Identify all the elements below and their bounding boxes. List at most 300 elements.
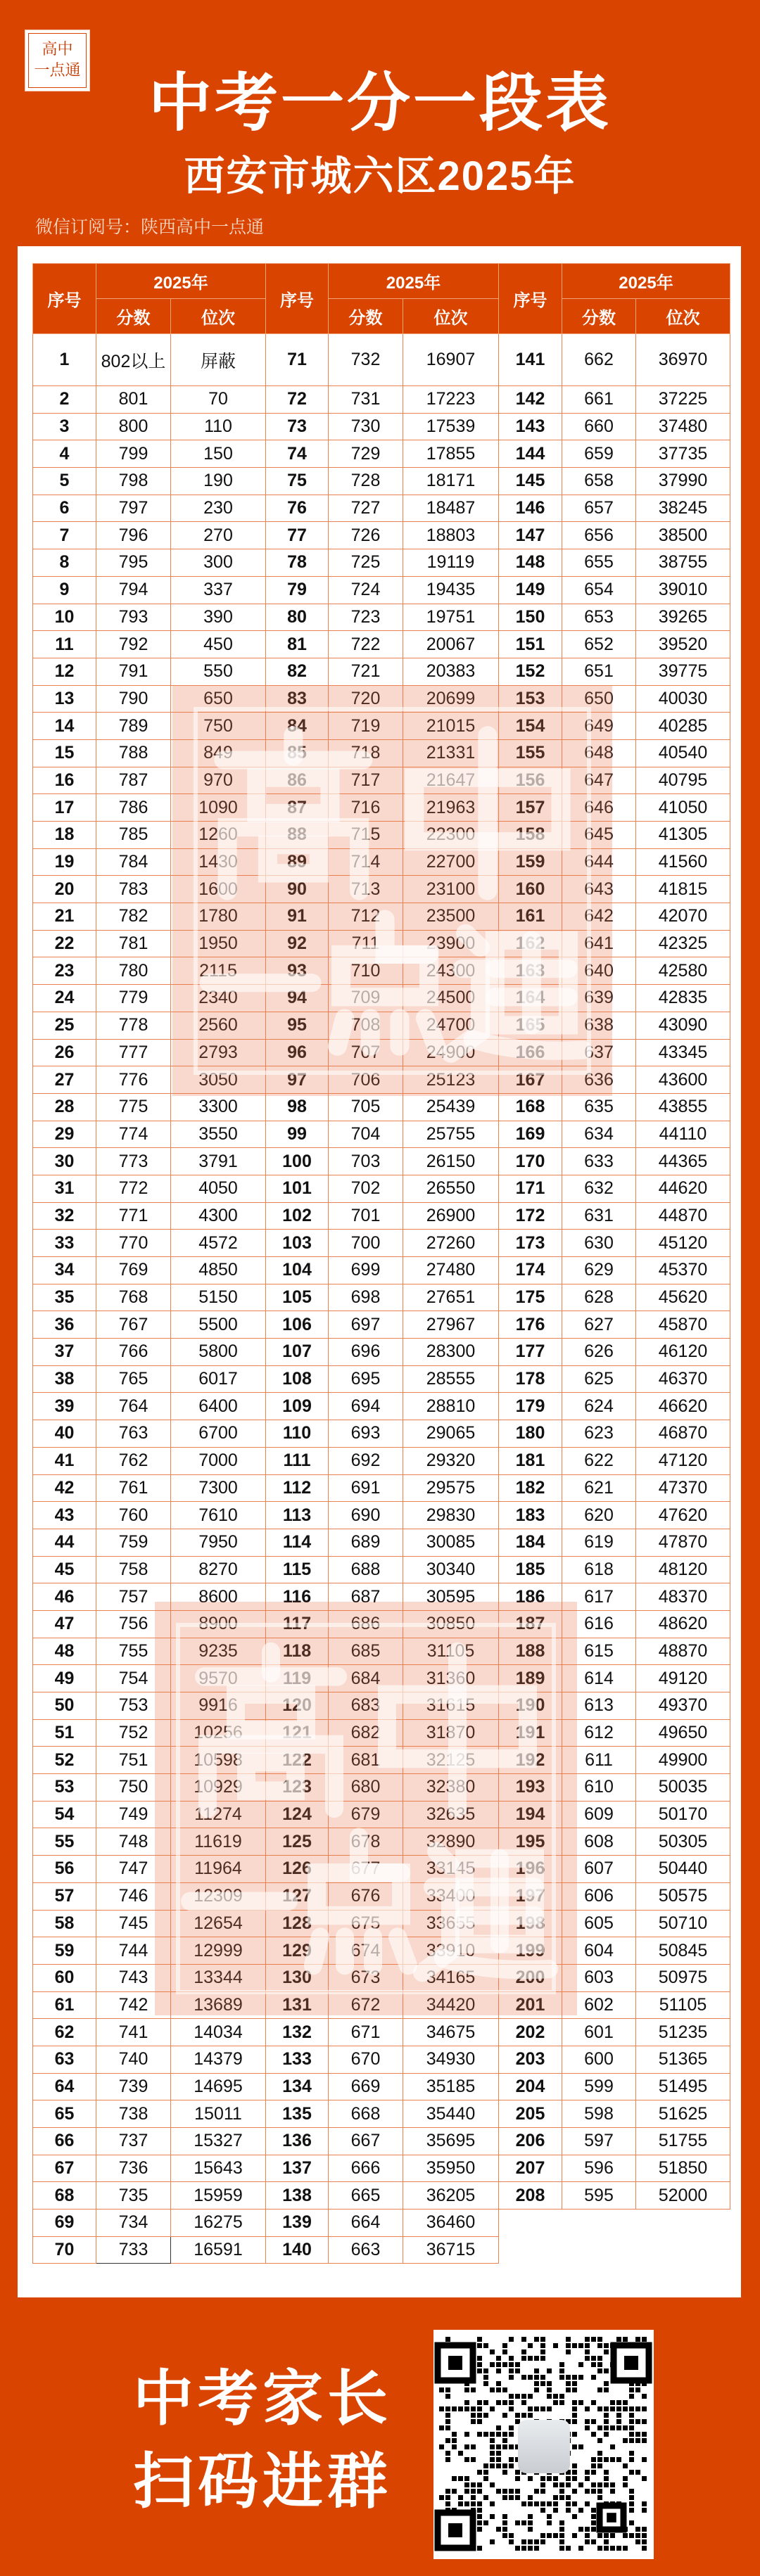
header-year: 2025年 — [562, 264, 730, 299]
seq-cell: 87 — [266, 794, 329, 822]
score-cell: 711 — [329, 930, 403, 957]
seq-cell: 54 — [33, 1801, 96, 1828]
score-cell: 668 — [329, 2100, 403, 2128]
score-cell: 751 — [96, 1747, 171, 1774]
logo-text-line2: 一点通 — [34, 62, 81, 79]
header-rank: 位次 — [171, 299, 266, 334]
score-cell: 601 — [562, 2019, 636, 2046]
rank-cell: 50440 — [636, 1856, 730, 1883]
rank-cell: 11619 — [171, 1828, 266, 1856]
header-rank: 位次 — [403, 299, 499, 334]
seq-cell: 77 — [266, 522, 329, 549]
rank-cell: 3300 — [171, 1093, 266, 1121]
table-row — [33, 767, 730, 794]
rank-cell: 8270 — [171, 1556, 266, 1583]
score-cell: 765 — [96, 1365, 171, 1393]
seq-cell: 94 — [266, 985, 329, 1012]
score-cell: 794 — [96, 576, 171, 604]
rank-cell: 4050 — [171, 1175, 266, 1202]
rank-cell: 8900 — [171, 1610, 266, 1638]
rank-cell: 47620 — [636, 1502, 730, 1529]
seq-cell: 132 — [266, 2019, 329, 2046]
rank-cell: 18171 — [403, 468, 499, 495]
seq-cell: 27 — [33, 1066, 96, 1094]
score-cell: 637 — [562, 1039, 636, 1066]
score-cell: 802以上 — [96, 334, 171, 386]
score-cell: 793 — [96, 604, 171, 631]
seq-cell: 195 — [499, 1828, 562, 1856]
table-row — [33, 1447, 730, 1474]
seq-cell: 15 — [33, 739, 96, 767]
score-cell: 684 — [329, 1665, 403, 1692]
score-cell: 652 — [562, 631, 636, 658]
rank-cell: 33400 — [403, 1882, 499, 1910]
rank-cell: 21331 — [403, 739, 499, 767]
seq-cell: 24 — [33, 985, 96, 1012]
seq-cell: 32 — [33, 1202, 96, 1230]
rank-cell: 51365 — [636, 2046, 730, 2073]
rank-cell: 49900 — [636, 1747, 730, 1774]
rank-cell: 1090 — [171, 794, 266, 822]
rank-cell: 7000 — [171, 1447, 266, 1474]
score-cell: 683 — [329, 1692, 403, 1720]
table-row — [33, 1121, 730, 1148]
seq-cell: 101 — [266, 1175, 329, 1202]
score-cell: 698 — [329, 1284, 403, 1311]
seq-cell: 194 — [499, 1801, 562, 1828]
rank-cell: 19119 — [403, 549, 499, 577]
score-cell: 796 — [96, 522, 171, 549]
seq-cell: 193 — [499, 1774, 562, 1802]
seq-cell: 99 — [266, 1121, 329, 1148]
seq-cell: 31 — [33, 1175, 96, 1202]
rank-cell: 42835 — [636, 985, 730, 1012]
rank-cell: 30085 — [403, 1529, 499, 1556]
score-cell: 728 — [329, 468, 403, 495]
rank-cell: 51850 — [636, 2155, 730, 2182]
rank-cell: 43600 — [636, 1066, 730, 1094]
logo-text-line1: 高中 — [42, 41, 73, 58]
seq-cell: 36 — [33, 1311, 96, 1339]
rank-cell: 45370 — [636, 1257, 730, 1284]
seq-cell: 203 — [499, 2046, 562, 2073]
score-cell: 754 — [96, 1665, 171, 1692]
empty-cell — [562, 2210, 636, 2237]
seq-cell: 144 — [499, 440, 562, 468]
rank-cell: 19751 — [403, 604, 499, 631]
score-cell: 699 — [329, 1257, 403, 1284]
rank-cell: 44620 — [636, 1175, 730, 1202]
seq-cell: 150 — [499, 604, 562, 631]
seq-cell: 72 — [266, 386, 329, 414]
seq-cell: 89 — [266, 848, 329, 876]
score-cell: 744 — [96, 1937, 171, 1965]
score-cell: 675 — [329, 1910, 403, 1937]
rank-cell: 34165 — [403, 1964, 499, 1991]
seq-cell: 140 — [266, 2236, 329, 2264]
header-seq: 序号 — [266, 264, 329, 334]
seq-cell: 29 — [33, 1121, 96, 1148]
score-cell: 692 — [329, 1447, 403, 1474]
seq-cell: 123 — [266, 1774, 329, 1802]
rank-cell: 12309 — [171, 1882, 266, 1910]
rank-cell: 10256 — [171, 1719, 266, 1747]
score-cell: 727 — [329, 495, 403, 522]
seq-cell: 70 — [33, 2236, 96, 2264]
seq-cell: 100 — [266, 1148, 329, 1175]
table-row — [33, 386, 730, 414]
seq-cell: 9 — [33, 576, 96, 604]
rank-cell: 32890 — [403, 1828, 499, 1856]
table-row — [33, 604, 730, 631]
seq-cell: 12 — [33, 658, 96, 685]
seq-cell: 109 — [266, 1393, 329, 1420]
score-cell: 762 — [96, 1447, 171, 1474]
score-cell: 707 — [329, 1039, 403, 1066]
seq-cell: 75 — [266, 468, 329, 495]
score-cell: 716 — [329, 794, 403, 822]
table-row — [33, 1474, 730, 1502]
score-cell: 639 — [562, 985, 636, 1012]
rank-cell: 42580 — [636, 957, 730, 985]
seq-cell: 121 — [266, 1719, 329, 1747]
rank-cell: 29320 — [403, 1447, 499, 1474]
rank-cell: 46370 — [636, 1365, 730, 1393]
seq-cell: 151 — [499, 631, 562, 658]
seq-cell: 67 — [33, 2155, 96, 2182]
seq-cell: 43 — [33, 1502, 96, 1529]
rank-cell: 2340 — [171, 985, 266, 1012]
score-cell: 632 — [562, 1175, 636, 1202]
seq-cell: 202 — [499, 2019, 562, 2046]
rank-cell: 7300 — [171, 1474, 266, 1502]
table-row — [33, 1556, 730, 1583]
score-cell: 703 — [329, 1148, 403, 1175]
rank-cell: 52000 — [636, 2182, 730, 2210]
rank-cell: 20699 — [403, 685, 499, 713]
rank-cell: 28555 — [403, 1365, 499, 1393]
score-cell: 671 — [329, 2019, 403, 2046]
score-cell: 602 — [562, 1991, 636, 2019]
rank-cell: 31870 — [403, 1719, 499, 1747]
score-cell: 693 — [329, 1420, 403, 1448]
score-cell: 616 — [562, 1610, 636, 1638]
seq-cell: 208 — [499, 2182, 562, 2210]
rank-cell: 51235 — [636, 2019, 730, 2046]
seq-cell: 199 — [499, 1937, 562, 1965]
score-cell: 662 — [562, 334, 636, 386]
seq-cell: 50 — [33, 1692, 96, 1720]
score-cell: 705 — [329, 1093, 403, 1121]
avatar — [518, 2420, 570, 2473]
rank-cell: 10598 — [171, 1747, 266, 1774]
rank-cell: 47120 — [636, 1447, 730, 1474]
score-cell: 615 — [562, 1638, 636, 1665]
seq-cell: 88 — [266, 822, 329, 849]
empty-cell — [636, 2236, 730, 2264]
rank-cell: 37990 — [636, 468, 730, 495]
score-cell: 664 — [329, 2210, 403, 2237]
score-cell: 746 — [96, 1882, 171, 1910]
seq-cell: 156 — [499, 767, 562, 794]
score-cell: 775 — [96, 1093, 171, 1121]
seq-cell: 14 — [33, 713, 96, 740]
seq-cell: 86 — [266, 767, 329, 794]
seq-cell: 6 — [33, 495, 96, 522]
table-row — [33, 1148, 730, 1175]
rank-cell: 23900 — [403, 930, 499, 957]
rank-cell: 36205 — [403, 2182, 499, 2210]
seq-cell: 78 — [266, 549, 329, 577]
score-cell: 645 — [562, 822, 636, 849]
seq-cell: 114 — [266, 1529, 329, 1556]
score-cell: 783 — [96, 876, 171, 903]
score-cell: 622 — [562, 1447, 636, 1474]
seq-cell: 157 — [499, 794, 562, 822]
score-cell: 798 — [96, 468, 171, 495]
seq-cell: 18 — [33, 822, 96, 849]
score-cell: 786 — [96, 794, 171, 822]
rank-cell: 11964 — [171, 1856, 266, 1883]
rank-cell: 550 — [171, 658, 266, 685]
score-cell: 700 — [329, 1230, 403, 1257]
seq-cell: 149 — [499, 576, 562, 604]
seq-cell: 142 — [499, 386, 562, 414]
rank-cell: 4572 — [171, 1230, 266, 1257]
rank-cell: 39520 — [636, 631, 730, 658]
score-cell: 784 — [96, 848, 171, 876]
table-row — [33, 713, 730, 740]
score-cell: 709 — [329, 985, 403, 1012]
score-cell: 641 — [562, 930, 636, 957]
seq-cell: 46 — [33, 1583, 96, 1611]
rank-cell: 17539 — [403, 413, 499, 440]
score-cell: 758 — [96, 1556, 171, 1583]
rank-cell: 27967 — [403, 1311, 499, 1339]
rank-cell: 36715 — [403, 2236, 499, 2264]
rank-cell: 7610 — [171, 1502, 266, 1529]
score-cell: 769 — [96, 1257, 171, 1284]
score-cell: 665 — [329, 2182, 403, 2210]
seq-cell: 198 — [499, 1910, 562, 1937]
seq-cell: 205 — [499, 2100, 562, 2128]
score-cell: 738 — [96, 2100, 171, 2128]
table-row — [33, 2073, 730, 2100]
seq-cell: 92 — [266, 930, 329, 957]
score-cell: 750 — [96, 1774, 171, 1802]
rank-cell: 38755 — [636, 549, 730, 577]
score-cell: 625 — [562, 1365, 636, 1393]
seq-cell: 131 — [266, 1991, 329, 2019]
seq-cell: 188 — [499, 1638, 562, 1665]
rank-cell: 34930 — [403, 2046, 499, 2073]
seq-cell: 135 — [266, 2100, 329, 2128]
header-rank: 位次 — [636, 299, 730, 334]
rank-cell: 17223 — [403, 386, 499, 414]
rank-cell: 48870 — [636, 1638, 730, 1665]
seq-cell: 154 — [499, 713, 562, 740]
seq-cell: 90 — [266, 876, 329, 903]
rank-cell: 4300 — [171, 1202, 266, 1230]
rank-cell: 970 — [171, 767, 266, 794]
table-row — [33, 549, 730, 577]
score-cell: 678 — [329, 1828, 403, 1856]
header-seq: 序号 — [33, 264, 96, 334]
score-cell: 696 — [329, 1339, 403, 1366]
score-cell: 640 — [562, 957, 636, 985]
seq-cell: 178 — [499, 1365, 562, 1393]
score-cell: 657 — [562, 495, 636, 522]
table-row — [33, 794, 730, 822]
rank-cell: 49120 — [636, 1665, 730, 1692]
score-cell: 787 — [96, 767, 171, 794]
table-row — [33, 2210, 730, 2237]
rank-cell: 45120 — [636, 1230, 730, 1257]
rank-cell: 44110 — [636, 1121, 730, 1148]
rank-cell: 48620 — [636, 1610, 730, 1638]
table-row — [33, 1774, 730, 1802]
table-row — [33, 985, 730, 1012]
table-row — [33, 1365, 730, 1393]
score-cell: 752 — [96, 1719, 171, 1747]
seq-cell: 7 — [33, 522, 96, 549]
subscribe-text: 微信订阅号：陕西高中一点通 — [35, 217, 265, 237]
table-row — [33, 1610, 730, 1638]
seq-cell: 136 — [266, 2128, 329, 2155]
seq-cell: 38 — [33, 1365, 96, 1393]
score-cell: 642 — [562, 903, 636, 931]
score-cell: 737 — [96, 2128, 171, 2155]
score-cell: 626 — [562, 1339, 636, 1366]
rank-cell: 6400 — [171, 1393, 266, 1420]
rank-cell: 27260 — [403, 1230, 499, 1257]
seq-cell: 139 — [266, 2210, 329, 2237]
header-score: 分数 — [329, 299, 403, 334]
rank-cell: 15959 — [171, 2182, 266, 2210]
seq-cell: 91 — [266, 903, 329, 931]
seq-cell: 106 — [266, 1311, 329, 1339]
rank-cell: 1780 — [171, 903, 266, 931]
rank-cell: 10929 — [171, 1774, 266, 1802]
score-cell: 659 — [562, 440, 636, 468]
seq-cell: 39 — [33, 1393, 96, 1420]
score-cell: 629 — [562, 1257, 636, 1284]
rank-cell: 32635 — [403, 1801, 499, 1828]
rank-cell: 70 — [171, 386, 266, 414]
rank-cell: 15011 — [171, 2100, 266, 2128]
seq-cell: 98 — [266, 1093, 329, 1121]
score-cell: 789 — [96, 713, 171, 740]
score-cell: 776 — [96, 1066, 171, 1094]
score-cell: 747 — [96, 1856, 171, 1883]
seq-cell: 48 — [33, 1638, 96, 1665]
seq-cell: 172 — [499, 1202, 562, 1230]
score-cell: 781 — [96, 930, 171, 957]
score-cell: 634 — [562, 1121, 636, 1148]
score-cell: 745 — [96, 1910, 171, 1937]
rank-cell: 32380 — [403, 1774, 499, 1802]
score-cell: 797 — [96, 495, 171, 522]
score-cell: 760 — [96, 1502, 171, 1529]
table-row — [33, 522, 730, 549]
seq-cell: 128 — [266, 1910, 329, 1937]
table-row — [33, 1502, 730, 1529]
rank-cell: 11274 — [171, 1801, 266, 1828]
rank-cell: 44365 — [636, 1148, 730, 1175]
rank-cell: 849 — [171, 739, 266, 767]
rank-cell: 29065 — [403, 1420, 499, 1448]
score-cell: 670 — [329, 2046, 403, 2073]
rank-cell: 35185 — [403, 2073, 499, 2100]
seq-cell: 118 — [266, 1638, 329, 1665]
table-row — [33, 440, 730, 468]
rank-cell: 7950 — [171, 1529, 266, 1556]
rank-cell: 450 — [171, 631, 266, 658]
seq-cell: 68 — [33, 2182, 96, 2210]
rank-cell: 39265 — [636, 604, 730, 631]
table-row — [33, 1202, 730, 1230]
rank-cell: 50710 — [636, 1910, 730, 1937]
table-row — [33, 1012, 730, 1039]
seq-cell: 165 — [499, 1012, 562, 1039]
table-row — [33, 1066, 730, 1094]
rank-cell: 5800 — [171, 1339, 266, 1366]
score-cell: 648 — [562, 739, 636, 767]
table-row — [33, 2155, 730, 2182]
rank-cell: 29575 — [403, 1474, 499, 1502]
rank-cell: 50575 — [636, 1882, 730, 1910]
rank-cell: 46620 — [636, 1393, 730, 1420]
seq-cell: 30 — [33, 1148, 96, 1175]
rank-cell: 14695 — [171, 2073, 266, 2100]
seq-cell: 1 — [33, 334, 96, 386]
rank-cell: 20067 — [403, 631, 499, 658]
empty-cell — [499, 2210, 562, 2237]
rank-cell: 1260 — [171, 822, 266, 849]
rank-cell: 37480 — [636, 413, 730, 440]
rank-cell: 47870 — [636, 1529, 730, 1556]
table-row — [33, 1529, 730, 1556]
score-cell: 676 — [329, 1882, 403, 1910]
rank-cell: 35695 — [403, 2128, 499, 2155]
seq-cell: 58 — [33, 1910, 96, 1937]
score-cell: 599 — [562, 2073, 636, 2100]
seq-cell: 73 — [266, 413, 329, 440]
rank-cell: 43345 — [636, 1039, 730, 1066]
seq-cell: 191 — [499, 1719, 562, 1747]
rank-cell: 27480 — [403, 1257, 499, 1284]
rank-cell: 41815 — [636, 876, 730, 903]
rank-cell: 18803 — [403, 522, 499, 549]
score-cell: 712 — [329, 903, 403, 931]
score-cell: 719 — [329, 713, 403, 740]
seq-cell: 129 — [266, 1937, 329, 1965]
rank-cell: 28810 — [403, 1393, 499, 1420]
rank-cell: 40795 — [636, 767, 730, 794]
table-row — [33, 2182, 730, 2210]
seq-cell: 16 — [33, 767, 96, 794]
rank-cell: 1430 — [171, 848, 266, 876]
qr-code[interactable] — [433, 2330, 654, 2559]
rank-cell: 3050 — [171, 1066, 266, 1094]
seq-cell: 47 — [33, 1610, 96, 1638]
score-cell: 722 — [329, 631, 403, 658]
score-cell: 613 — [562, 1692, 636, 1720]
score-cell: 732 — [329, 334, 403, 386]
score-cell: 673 — [329, 1964, 403, 1991]
seq-cell: 130 — [266, 1964, 329, 1991]
table-row — [33, 1882, 730, 1910]
